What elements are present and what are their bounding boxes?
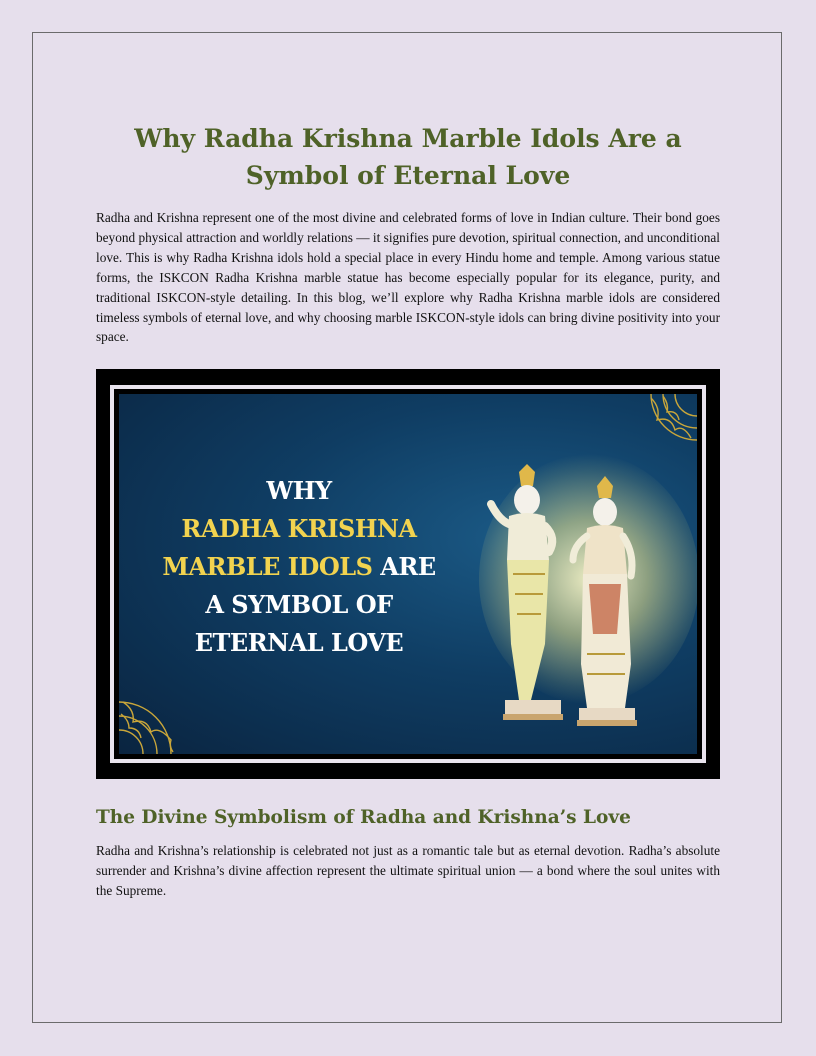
banner-image <box>96 369 720 779</box>
banner-headline <box>139 472 459 662</box>
radha-krishna-idols-image <box>469 464 659 734</box>
banner-art <box>119 394 697 754</box>
banner-line-1: WHY <box>266 476 332 506</box>
banner-line-3 <box>139 548 459 586</box>
intro-paragraph: Radha and Krishna represent one of the most divine and celebrated forms of love in Indian culture. Their bond goes beyond physical attraction and worldly relations — it signifies pure devotion, spiritual connection, and unconditional love. This is why Radha Krishna idols hold a special place in every Hindu home and temple. Among various statue forms, the ISKCON Radha Krishna marble statue has become especially popular for its elegance, purity, and traditional ISKCON-style detailing. In this blog, we’ll explore why Radha Krishna marble idols are considered timeless symbols of eternal love, and why choosing marble ISKCON-style idols can bring divine positivity into your space. <box>96 210 720 345</box>
section-paragraph: Radha and Krishna’s relationship is celebrated not just as a romantic tale but as eternal devotion. Radha’s absolute surrender and Krishna’s divine affection represent the ultimate spiritual union — a bond where the soul unites with the Supreme. <box>96 843 720 899</box>
document-content <box>96 120 720 901</box>
banner-line-2: RADHA KRISHNA <box>181 514 417 544</box>
banner-line-3-gold: MARBLE IDOLS <box>162 552 373 582</box>
page-title: Why Radha Krishna Marble Idols Are a Symbol of Eternal Love <box>134 124 682 190</box>
section-heading: The Divine Symbolism of Radha and Krishna’s Love <box>96 807 631 829</box>
banner-line-4: A SYMBOL OF <box>205 590 393 620</box>
banner-frame <box>110 385 706 763</box>
mandala-ornament-icon <box>119 674 199 754</box>
krishna-idol <box>491 464 563 720</box>
radha-idol <box>573 476 637 726</box>
banner-line-5: ETERNAL LOVE <box>194 628 404 658</box>
mandala-ornament-icon <box>627 394 697 464</box>
banner-line-3-white: ARE <box>372 552 436 582</box>
